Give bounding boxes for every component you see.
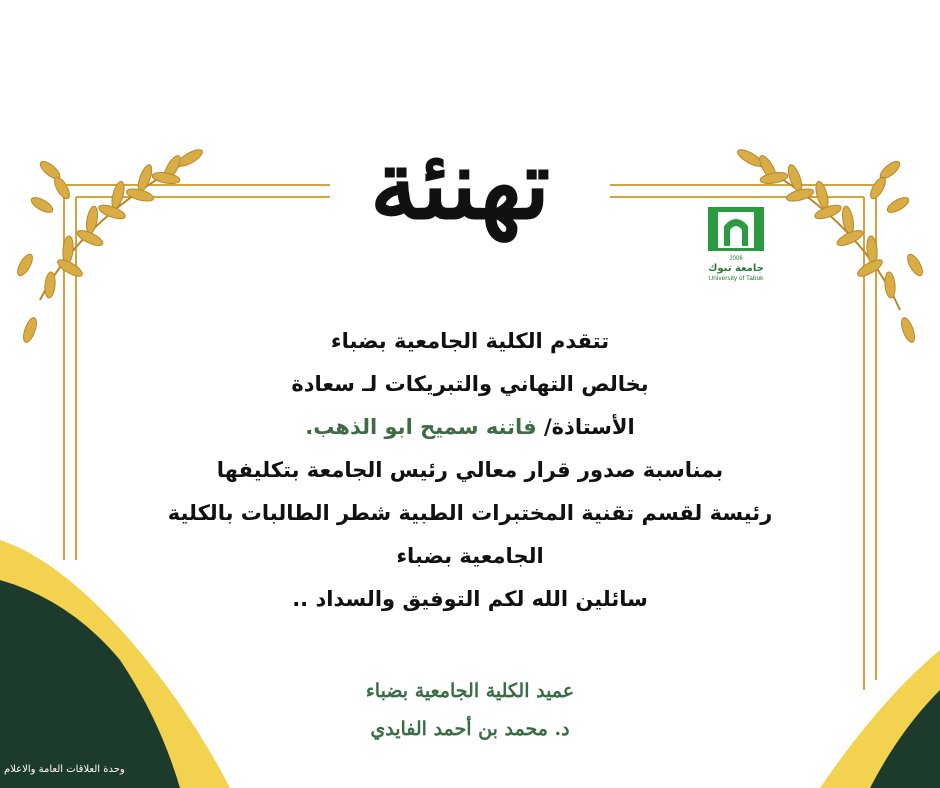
logo-name-english: University of Tabuk: [708, 275, 764, 282]
left-laurel-branch: [15, 147, 205, 344]
message-line-7: سائلين الله لكم التوفيق والسداد ..: [292, 587, 648, 611]
recipient-name: فاتنه سميح ابو الذهب.: [305, 415, 537, 439]
recipient-prefix: الأستاذة/: [543, 415, 635, 439]
university-logo: [698, 205, 774, 287]
signature-title: عميد الكلية الجامعية بضباء: [365, 680, 575, 702]
signature-block: [200, 672, 740, 748]
message-line-2: بخالص التهاني والتبريكات لـ سعادة: [291, 372, 649, 396]
message-line-5: رئيسة لقسم تقنية المختبرات الطبية شطر الطالبات بالكلية: [167, 501, 773, 525]
card-title: تهنئة: [369, 128, 551, 241]
message-line-3: [120, 406, 820, 449]
bottom-right-swoosh: [820, 650, 940, 788]
message-line-1: تتقدم الكلية الجامعية بضباء: [330, 329, 610, 353]
message-line-4: بمناسبة صدور قرار معالي رئيس الجامعة بتكليفها: [216, 458, 724, 482]
footer-unit-label: وحدة العلاقات العامة والاعلام: [4, 764, 125, 775]
congratulation-message: [120, 320, 820, 621]
signature-name: د. محمد بن أحمد الفايدي: [370, 718, 570, 740]
logo-year: 2006: [729, 256, 743, 262]
message-line-6: الجامعية بضباء: [396, 544, 544, 568]
logo-name-arabic: جامعة تبوك: [708, 263, 764, 274]
